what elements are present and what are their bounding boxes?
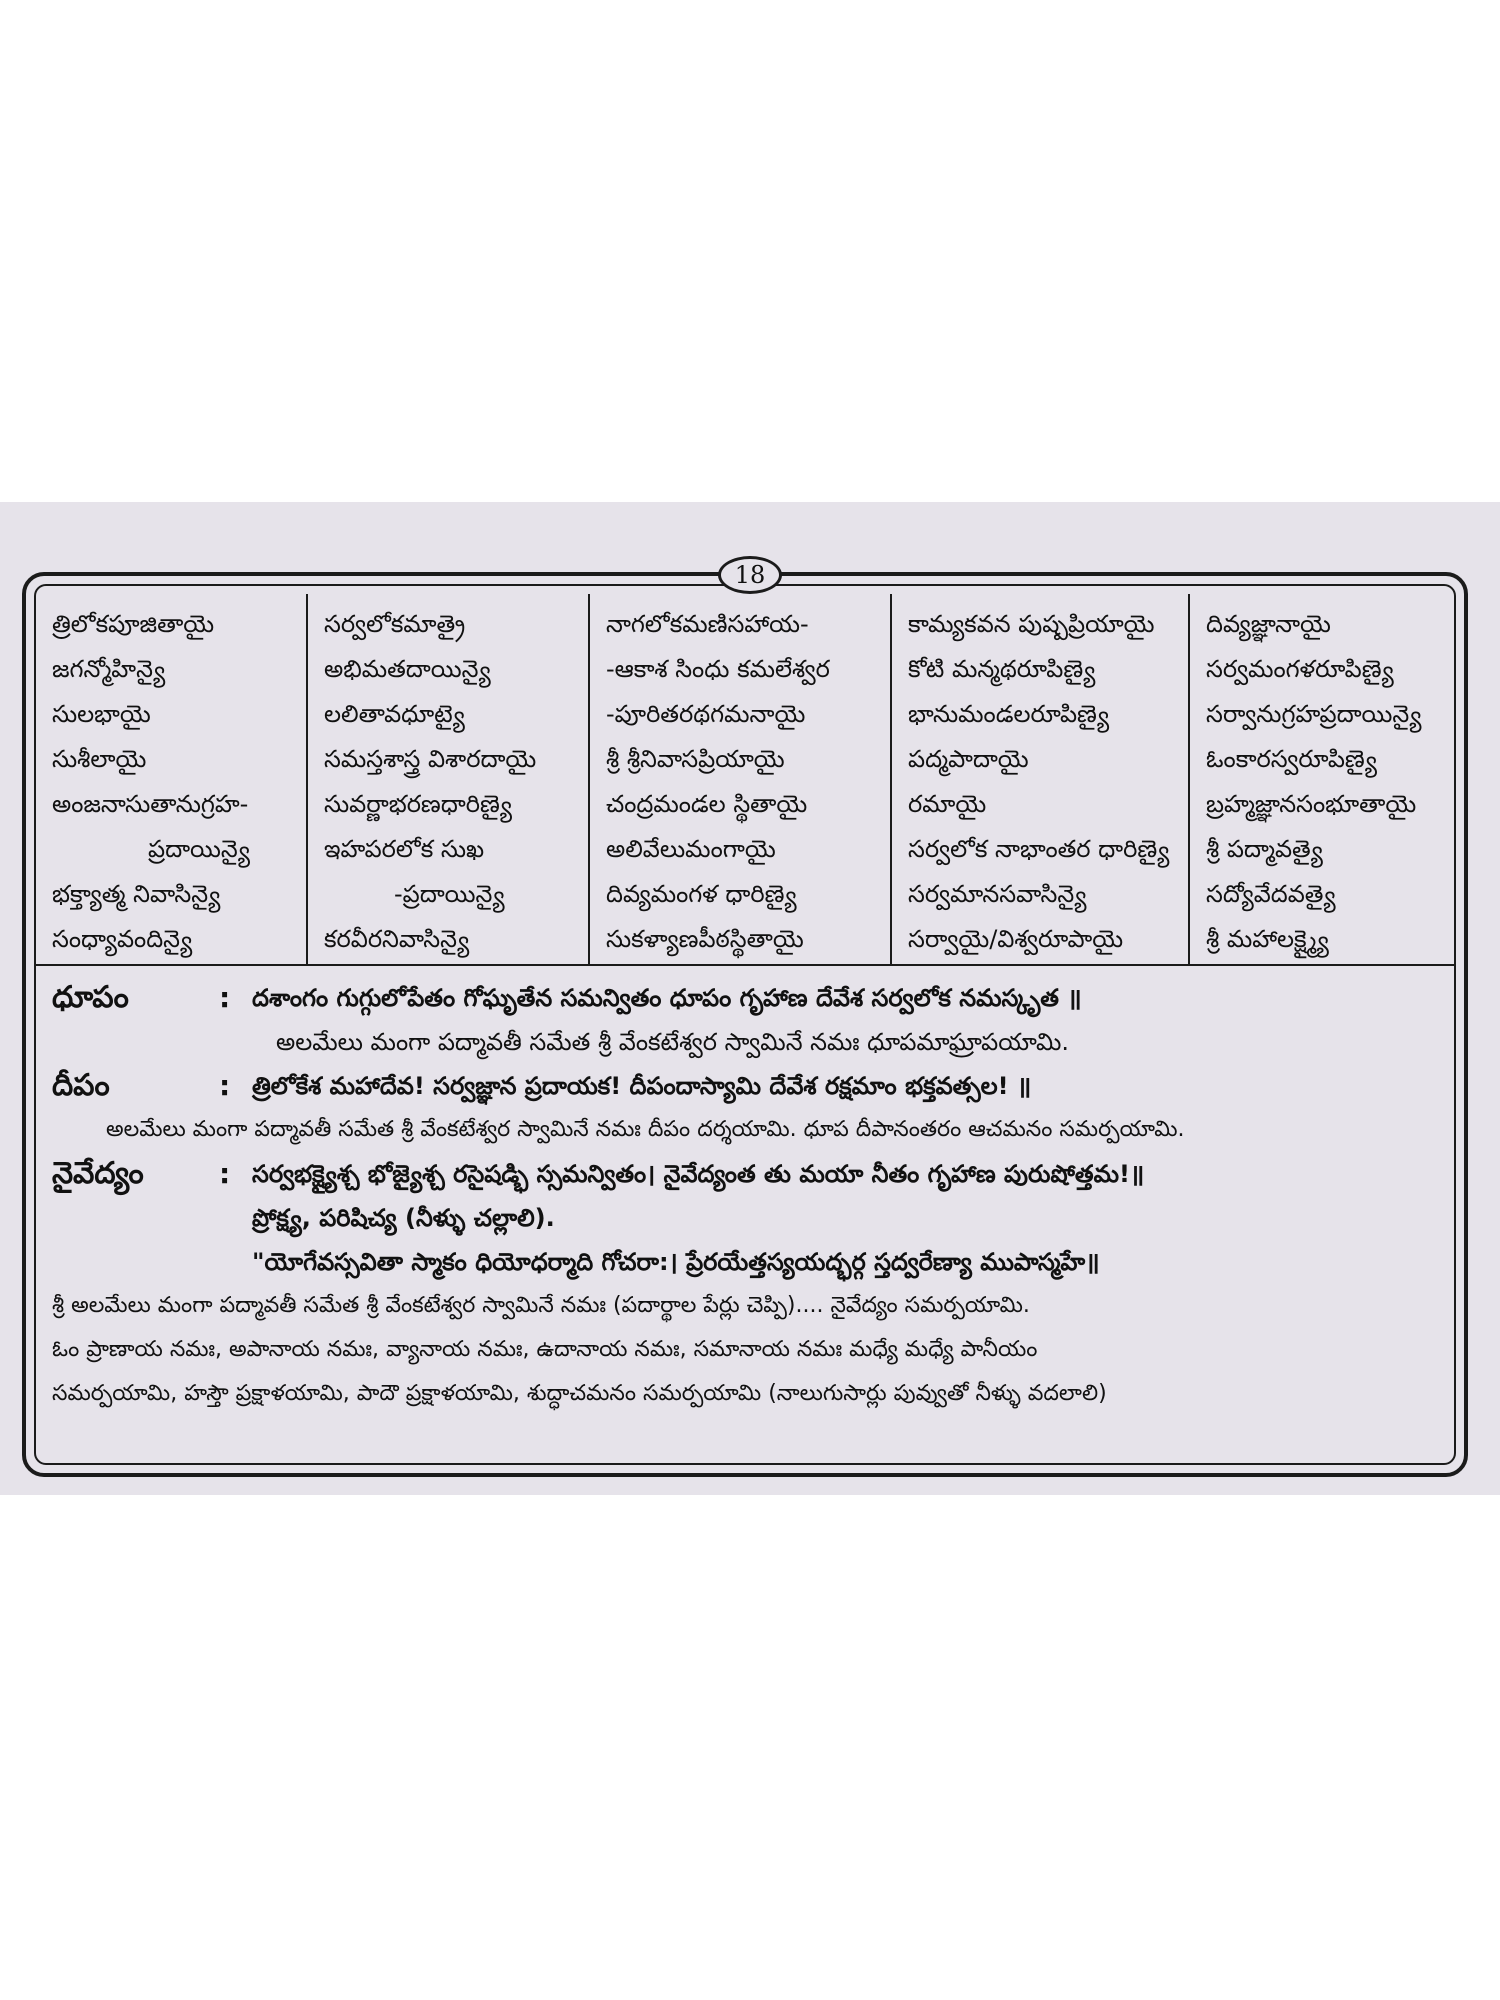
name-line: భానుమండలరూపిణ్యై	[908, 700, 1110, 728]
name-line: లలితావధూట్యై	[324, 700, 465, 728]
names-grid	[36, 594, 1454, 966]
name-line: అలివేలుమంగాయై	[606, 835, 776, 863]
name-line: ప్రదాయిన్యై	[148, 835, 250, 863]
name-line: రమాయై	[908, 790, 987, 818]
achamanam-text: సమర్పయామి, హస్తౌ ప్రక్షాళయామి, పాదౌ ప్రక్షాళయామి, శుద్ధాచమనం సమర్పయామి (నాలుగుసార్లు పువ్వుతో నీళ్ళు వదలాలి)	[52, 1381, 1107, 1406]
page-sheet	[0, 502, 1500, 1495]
naivedyam-offering: శ్రీ అలమేలు మంగా పద్మావతీ సమేత శ్రీ వేంకటేశ్వర స్వామినే నమః (పదార్థాల పేర్లు చెప్పి).... నైవేద్యం సమర్పయామి.	[52, 1293, 1030, 1318]
name-line: సమస్తశాస్త్ర విశారదాయై	[324, 745, 537, 773]
name-line: శ్రీ పద్మావత్యై	[1206, 835, 1323, 863]
deepam-offering-row	[36, 1108, 1454, 1152]
name-line: -ఆకాశ సింధు కమలేశ్వర	[606, 655, 830, 683]
name-line: త్రిలోకపూజితాయై	[52, 610, 215, 638]
name-line: సద్యోవేదవత్యై	[1206, 880, 1336, 908]
dhupam-offering: అలమేలు మంగా పద్మావతీ సమేత శ్రీ వేంకటేశ్వర స్వామినే నమః ధూపమాఘ్రాపయామి.	[276, 1028, 1070, 1056]
puja-sections	[36, 976, 1454, 1416]
name-line: సుశీలాయై	[52, 745, 147, 773]
dhupam-heading: ధూపం	[52, 980, 129, 1015]
names-column-3	[590, 594, 892, 964]
name-line: దివ్యజ్ఞానాయై	[1206, 610, 1331, 638]
name-line: దివ్యమంగళ ధారిణ్యై	[606, 880, 797, 908]
name-line: కోటి మన్మథరూపిణ్యై	[908, 655, 1096, 683]
naivedyam-offering-row	[36, 1284, 1454, 1328]
naivedyam-row	[36, 1152, 1454, 1196]
name-line: అంజనాసుతానుగ్రహ-	[52, 790, 249, 818]
dhupam-verse: దశాంగం గుగ్గులోపేతం గోఘృతేన సమన్వితం ధూపం గృహాణ దేవేశ సర్వలోక నమస్కృత ॥	[252, 984, 1082, 1012]
name-line: శ్రీ మహాలక్ష్మ్యై	[1206, 925, 1329, 953]
prana-mantra: ఓం ప్రాణాయ నమః, అపానాయ నమః, వ్యానాయ నమః, ఉదానాయ నమః, సమానాయ నమః మధ్యే మధ్యే పానీయం	[52, 1337, 1038, 1362]
deepam-verse: త్రిలోకేశ మహాదేవ! సర్వజ్ఞాన ప్రదాయక! దీపందాస్యామి దేవేశ రక్షమాం భక్తవత్సల! ॥	[252, 1072, 1032, 1100]
name-line: భక్త్యాత్మ నివాసిన్యై	[52, 880, 221, 908]
name-line: సుకళ్యాణపీఠస్థితాయై	[606, 925, 804, 953]
name-line: సర్వలోక నాభాంతర ధారిణ్యై	[908, 835, 1170, 863]
names-column-4	[892, 594, 1190, 964]
dhupam-row	[36, 976, 1454, 1020]
names-column-1	[36, 594, 308, 964]
name-line: ఓంకారస్వరూపిణ్యై	[1206, 745, 1377, 773]
naivedyam-gayatri: "యోగేవస్సవితా స్మాకం ధియోధర్మాది గోచరా:। ప్రేరయేత్తస్యయద్భర్గ స్తద్వరేణ్యా ముపాస్మహే॥	[252, 1248, 1100, 1276]
names-column-5	[1190, 594, 1454, 964]
separator-colon: :	[219, 1157, 231, 1190]
page-number: 18	[718, 556, 782, 594]
name-line: సర్వానుగ్రహప్రదాయిన్యై	[1206, 700, 1422, 728]
name-line: సువర్ణాభరణధారిణ్యై	[324, 790, 513, 818]
names-column-2	[308, 594, 590, 964]
name-line: కామ్యకవన పుష్పప్రియాయై	[908, 610, 1155, 638]
name-line: ఇహపరలోక సుఖ	[324, 835, 485, 863]
separator-colon: :	[219, 1069, 231, 1102]
deepam-offering: అలమేలు మంగా పద్మావతీ సమేత శ్రీ వేంకటేశ్వర స్వామినే నమః దీపం దర్శయామి. ధూప దీపానంతరం ఆచమనం సమర్పయామి.	[106, 1117, 1185, 1142]
separator-colon: :	[219, 981, 231, 1014]
name-line: అభిమతదాయిన్యై	[324, 655, 491, 683]
name-line: సులభాయై	[52, 700, 151, 728]
name-line: సర్వమంగళరూపిణ్యై	[1206, 655, 1394, 683]
name-line: సంధ్యావందిన్యై	[52, 925, 193, 953]
deepam-heading: దీపం	[52, 1068, 110, 1103]
name-line: జగన్మోహిన్యై	[52, 655, 166, 683]
naivedyam-heading: నైవేద్యం	[52, 1156, 144, 1191]
name-line: -ప్రదాయిన్యై	[394, 880, 505, 908]
name-line: కరవీరనివాసిన్యై	[324, 925, 470, 953]
naivedyam-proksha: ప్రోక్ష్య, పరిషిచ్య (నీళ్ళు చల్లాలి).	[252, 1204, 555, 1232]
name-line: సర్వాయై/విశ్వరూపాయై	[908, 925, 1124, 953]
name-line: పద్మపాదాయై	[908, 745, 1029, 773]
prana-row	[36, 1328, 1454, 1372]
name-line: బ్రహ్మజ్ఞానసంభూతాయై	[1206, 790, 1417, 818]
name-line: చంద్రమండల స్థితాయై	[606, 790, 808, 818]
name-line: శ్రీ శ్రీనివాసప్రియాయై	[606, 745, 785, 773]
dhupam-offering-row	[36, 1020, 1454, 1064]
naivedyam-proksha-row	[36, 1196, 1454, 1240]
name-line: నాగలోకమణిసహాయ-	[606, 610, 809, 638]
achamanam-row	[36, 1372, 1454, 1416]
name-line: -పూరితరథగమనాయై	[606, 700, 806, 728]
name-line: సర్వమానసవాసిన్యై	[908, 880, 1087, 908]
deepam-row	[36, 1064, 1454, 1108]
naivedyam-gayatri-row	[36, 1240, 1454, 1284]
name-line: సర్వలోకమాత్రై	[324, 610, 466, 638]
naivedyam-verse: సర్వభక్ష్యైశ్చ భోజ్యైశ్చ రసైషడ్భి స్సమన్వితం। నైవేద్యంత తు మయా నీతం గృహాణ పురుషోత్తమ!॥	[252, 1160, 1145, 1188]
